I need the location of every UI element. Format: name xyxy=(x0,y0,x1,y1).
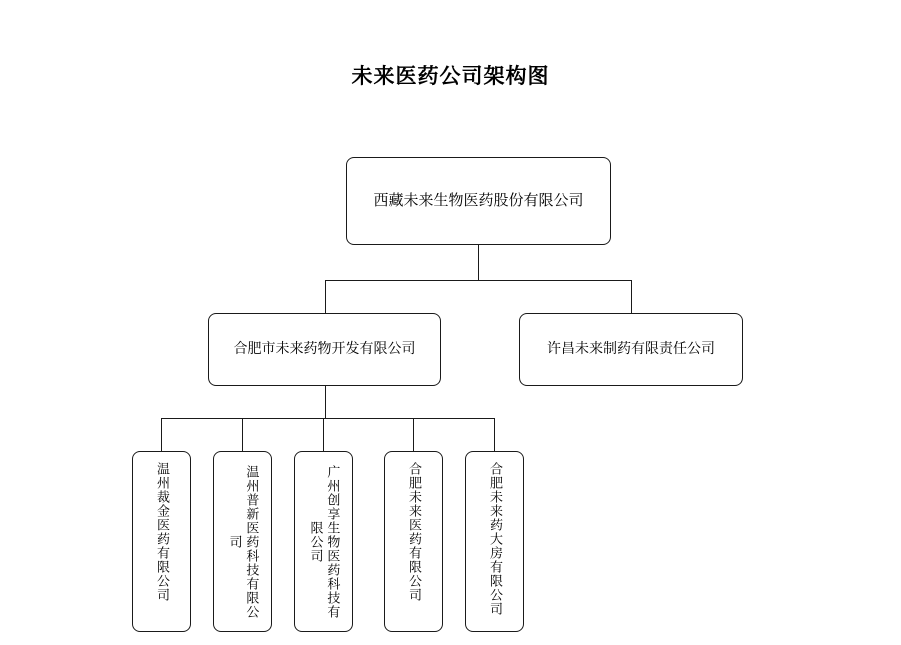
connector-level2-drop-4 xyxy=(494,418,495,451)
org-node-level2-3[interactable]: 合肥未来医药有限公司 xyxy=(384,451,443,632)
org-node-level1-1[interactable]: 许昌未来制药有限责任公司 xyxy=(519,313,743,386)
connector-level1-right-drop xyxy=(631,280,632,313)
org-node-root[interactable]: 西藏未来生物医药股份有限公司 xyxy=(346,157,611,245)
connector-level1-0-down xyxy=(325,386,326,418)
connector-level2-bus xyxy=(161,418,494,419)
connector-root-down xyxy=(478,245,479,280)
org-node-level2-2[interactable]: 广州创享生物医药科技有限公司 xyxy=(294,451,353,632)
connector-level1-bus xyxy=(325,280,631,281)
connector-level2-drop-3 xyxy=(413,418,414,451)
connector-level2-drop-2 xyxy=(323,418,324,451)
org-node-level2-1[interactable]: 温州普新医药科技有限公司 xyxy=(213,451,272,632)
org-node-level2-0[interactable]: 温州裁金医药有限公司 xyxy=(132,451,191,632)
page-title: 未来医药公司架构图 xyxy=(351,65,550,88)
connector-level1-left-drop xyxy=(325,280,326,313)
org-node-level1-0[interactable]: 合肥市未来药物开发有限公司 xyxy=(208,313,441,386)
connector-level2-drop-0 xyxy=(161,418,162,451)
org-node-level2-4[interactable]: 合肥未来药大房有限公司 xyxy=(465,451,524,632)
connector-level2-drop-1 xyxy=(242,418,243,451)
